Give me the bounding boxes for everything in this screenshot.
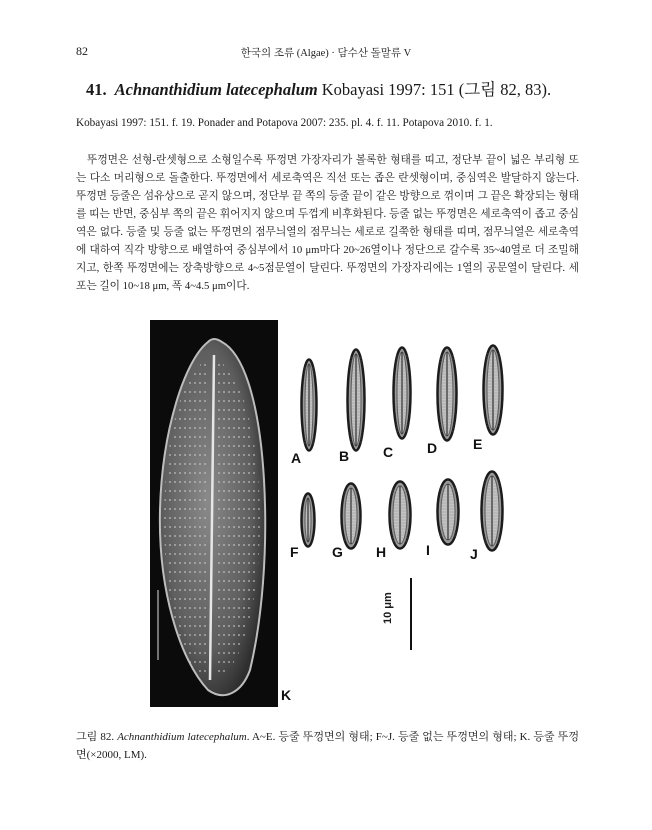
lm-valve-h: [388, 480, 412, 550]
caption-prefix: 그림 82.: [76, 731, 115, 743]
lm-valve-d: [436, 346, 458, 442]
page-number: 82: [76, 44, 88, 58]
lm-valve-b: [346, 348, 366, 452]
panel-label-d: D: [427, 440, 438, 456]
lm-valve-e: [482, 344, 504, 436]
species-title: [86, 76, 551, 100]
running-header: 한국의 조류 (Algae) · 담수산 돌말류 V: [240, 48, 412, 59]
panel-label-i: I: [426, 542, 430, 558]
species-number: 41.: [86, 80, 107, 99]
lm-valve-g: [340, 482, 362, 550]
figure-caption: [76, 728, 579, 764]
references: Kobayasi 1997: 151. f. 19. Ponader and Potapova 2007: 235. pl. 4. f. 11. Potapova 2010. f. 1.: [76, 117, 493, 129]
sem-valve-image: [150, 320, 278, 707]
panel-label-c: C: [383, 444, 394, 460]
caption-scientific-name: Achnanthidium latecephalum: [117, 731, 247, 743]
description-paragraph: 뚜껑면은 선형-란셋형으로 소형일수록 뚜껑면 가장자리가 볼록한 형태를 띠고, 정단부 끝이 넓은 부리형 또는 다소 머리형으로 돌출한다. 뚜껑면에서 세로축역은 직선 또는 좁은 란셋형이며, 중심역은 발달하지 않는다. 뚜껑면 등줄은 섬유상으로 곧지 않으며, 정단부 끝 쪽의 등줄 끝이 같은 방향으로 꺾이며 그 끝은 확장되는 형태를 띠는 반면, 중심부 쪽의 끝은 휘어지지 않으며 두껍게 비후화된다. 등줄 없는 뚜껑면은 세로축역이 좁고 중심역은 없다. 등줄 및 등줄 없는 뚜껑면의 점무늬열의 점무늬는 세로로 길쭉한 형태를 띠며, 점무늬열은 세로축역에 대하여 직각 방향으로 배열하여 중심부에서 10 μm마다 20~26열이나 정단으로 갈수록 35~40열로 더 조밀해지고, 한쪽 뚜껑면에는 장축방향으로 4~5점문열이 달린다. 뚜껑면의 가장자리에는 1열의 공문열이 달린다. 세포는 길이 10~18 μm, 폭 4~4.5 μm이다.: [76, 154, 579, 292]
panel-label-f: F: [290, 544, 299, 560]
panel-label-j: J: [470, 546, 478, 562]
species-authority: Kobayasi 1997: 151 (그림 82, 83).: [321, 80, 552, 99]
panel-label-k: K: [281, 687, 292, 703]
lm-valve-j: [480, 470, 504, 552]
figure-plate: [150, 320, 562, 712]
lm-valve-i: [436, 478, 460, 546]
panel-label-h: H: [376, 544, 387, 560]
lm-valve-a: [300, 358, 318, 452]
panel-label-a: A: [291, 450, 302, 466]
lm-valve-c: [392, 346, 412, 440]
scale-bar: [410, 578, 412, 650]
caption-text: . A~E. 등줄 뚜껑면의 형태; F~J. 등줄 없는 뚜껑면의 형태; K. 등줄 뚜껑면(×2000, LM).: [76, 731, 579, 761]
species-scientific-name: Achnanthidium latecephalum: [114, 80, 318, 99]
lm-valve-f: [300, 492, 316, 548]
panel-label-g: G: [332, 544, 343, 560]
panel-label-e: E: [473, 436, 483, 452]
sem-panel: [150, 320, 278, 707]
panel-label-b: B: [339, 448, 350, 464]
scale-bar-label: 10 μm: [382, 592, 394, 624]
